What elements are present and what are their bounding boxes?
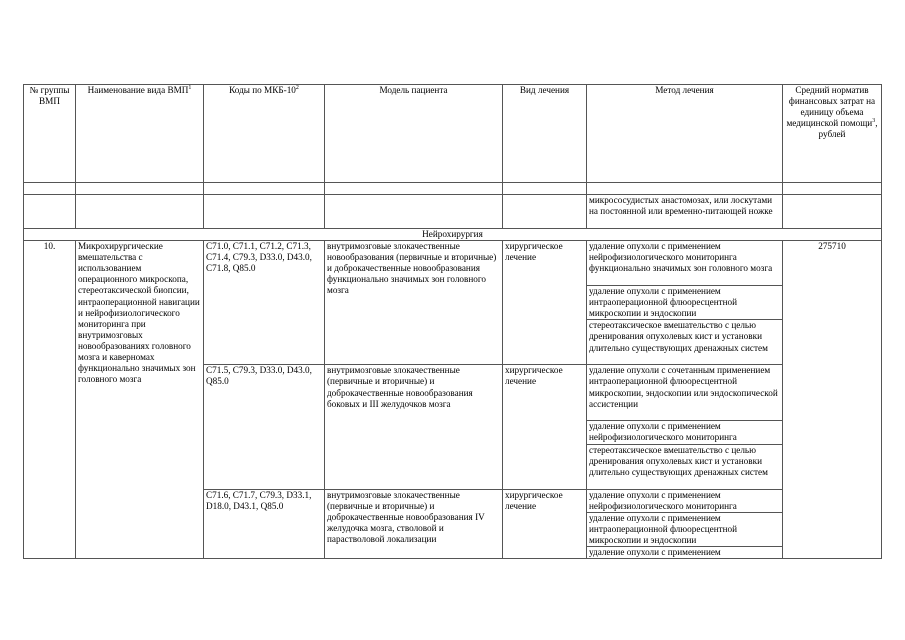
section-row	[24, 229, 882, 241]
header-group-number: № группы ВМП	[24, 85, 76, 183]
treatment-method: удаление опухоли с применением интраоперационной флюоресцентной микроскопии и эндоскопии	[587, 512, 783, 546]
header-treatment-type: Вид лечения	[503, 85, 587, 183]
carryover-row	[24, 195, 882, 229]
icd-codes: C71.5, C79.3, D33.0, D43.0, Q85.0	[204, 365, 325, 489]
treatment-type: хирургическое лечение	[503, 365, 587, 489]
treatment-method: стереотаксическое вмешательство с целью дренирования опухолевых кист и установки длительно существующих дренажных систем	[587, 444, 783, 489]
section-title: Нейрохирургия	[24, 229, 882, 241]
vmp-table	[23, 84, 882, 559]
icd-codes: C71.0, C71.1, C71.2, C71.3, C71.4, C79.3, D33.0, D43.0, C71.8, Q85.0	[204, 241, 325, 365]
treatment-method: удаление опухоли с применением нейрофизиологического мониторинга	[587, 421, 783, 444]
header-vmp-name: Наименование вида ВМП$^1$	[76, 85, 204, 183]
treatment-type: хирургическое лечение	[503, 241, 587, 365]
treatment-type: хирургическое лечение	[503, 489, 587, 559]
average-cost: 275710	[783, 241, 882, 559]
column-numbering-row	[24, 183, 882, 195]
treatment-method: стереотаксическое вмешательство с целью дренирования опухолевых кист и установки длительно существующих дренажных систем	[587, 320, 783, 365]
header-treatment-method: Метод лечения	[587, 85, 783, 183]
treatment-method: удаление опухоли с применением	[587, 547, 783, 559]
header-icd-codes: Коды по МКБ-$10^2$	[204, 85, 325, 183]
treatment-method: удаление опухоли с применением нейрофизиологического мониторинга функционально значимых зон головного мозга	[587, 241, 783, 286]
patient-model: внутримозговые злокачественные новообразования (первичные и вторичные) и доброкачественные новообразования функционально значимых зон головного мозга	[325, 241, 503, 365]
icd-codes: C71.6, C71.7, C79.3, D33.1, D18.0, D43.1, Q85.0	[204, 489, 325, 559]
table-row	[24, 241, 882, 286]
treatment-method: удаление опухоли с сочетанным применением интраоперационной флюоресцентной микроскопии, эндоскопии или эндоскопической ассистенции	[587, 365, 783, 421]
carryover-method: микрососудистых анастомозах, или лоскутами на постоянной или временно-питающей ножке	[587, 195, 783, 229]
treatment-method: удаление опухоли с применением нейрофизиологического мониторинга	[587, 489, 783, 512]
patient-model: внутримозговые злокачественные (первичные и вторичные) и доброкачественные новообразования боковых и III желудочков мозга	[325, 365, 503, 489]
vmp-name: Микрохирургические вмешательства с использованием операционного микроскопа, стереотаксической биопсии, интраоперационной навигации и нейрофизиологического мониторинга при внутримозговых новообразованиях головного мозга и каверномах функционально значимых зон головного мозга	[76, 241, 204, 559]
header-row	[24, 85, 882, 183]
patient-model: внутримозговые злокачественные (первичные и вторичные) и доброкачественные новообразования IV желудочка мозга, стволовой и парастволовой локализации	[325, 489, 503, 559]
header-average-cost: Средний норматив финансовых затрат на единицу объема медицинской помощи$^3$, рублей	[783, 85, 882, 183]
group-number: 10.	[24, 241, 76, 559]
treatment-method: удаление опухоли с применением интраоперационной флюоресцентной микроскопии и эндоскопии	[587, 286, 783, 320]
header-patient-model: Модель пациента	[325, 85, 503, 183]
